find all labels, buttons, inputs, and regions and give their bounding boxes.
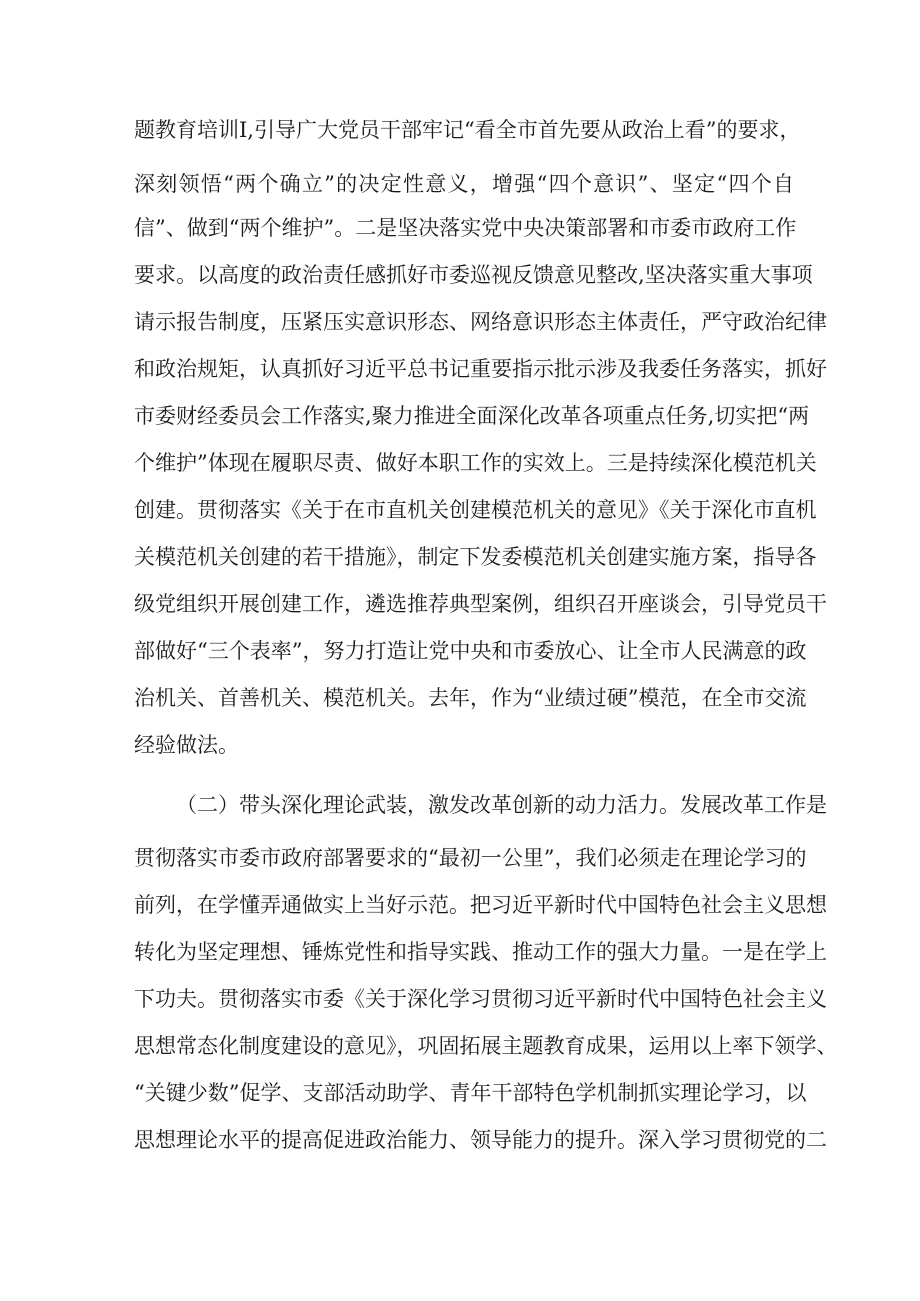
text-line: 关模范机关创建的若干措施》，制定下发委模范机关创建实施方案，指导各 xyxy=(134,545,817,569)
text-line: 经验做法。 xyxy=(134,733,239,757)
text-line: 级党组织开展创建工作，遴选推荐典型案例，组织召开座谈会，引导党员干 xyxy=(134,592,827,616)
text-line: 深刻领悟“两个确立”的决定性意义，增强“四个意识”、坚定“四个自 xyxy=(134,172,794,196)
text-line: 个维护”体现在履职尽责、做好本职工作的实效上。三是持续深化模范机关 xyxy=(134,451,817,475)
text-line: 题教育培训I,引导广大党员干部牢记“看全市首先要从政治上看”的要求， xyxy=(134,118,801,142)
text-line: 贯彻落实市委市政府部署要求的“最初一公里”，我们必须走在理论学习的 xyxy=(134,846,807,870)
paragraph-heading-line: （二）带头深化理论武装，激发改革创新的动力活力。发展改革工作是 xyxy=(176,793,827,817)
text-line: 思想常态化制度建设的意见》，巩固拓展主题教育成果，运用以上率下领学、 xyxy=(134,1034,838,1058)
text-line: 创建。贯彻落实《关于在市直机关创建模范机关的意见》《关于深化市直机 xyxy=(134,498,817,522)
text-line: 治机关、首善机关、模范机关。去年，作为“业绩过硬”模范，在全市交流 xyxy=(134,686,807,710)
text-line: 信”、做到“两个维护”。二是坚决落实党中央决策部署和市委市政府工作 xyxy=(134,216,797,240)
text-line: 市委财经委员会工作落实,聚力推进全面深化改革各项重点任务,切实把“两 xyxy=(134,404,810,428)
text-line: 部做好“三个表率”，努力打造让党中央和市委放心、让全市人民满意的政 xyxy=(134,639,807,663)
text-line: 思想理论水平的提高促进政治能力、领导能力的提升。深入学习贯彻党的二 xyxy=(134,1128,827,1152)
text-line: “关键少数”促学、支部活动助学、青年干部特色学机制抓实理论学习，以 xyxy=(134,1081,807,1105)
text-line: 转化为坚定理想、锤炼党性和指导实践、推动工作的强大力量。一是在学上 xyxy=(134,940,827,964)
text-line: 下功夫。贯彻落实市委《关于深化学习贯彻习近平新时代中国特色社会主义 xyxy=(134,987,827,1011)
text-line: 和政治规矩，认真抓好习近平总书记重要指示批示涉及我委任务落实，抓好 xyxy=(134,357,827,381)
text-line: 前列，在学懂弄通做实上当好示范。把习近平新时代中国特色社会主义思想 xyxy=(134,893,827,917)
text-line: 请示报告制度，压紧压实意识形态、网络意识形态主体责任，严守政治纪律 xyxy=(134,310,827,334)
text-line: 要求。以高度的政治责任感抓好市委巡视反馈意见整改,坚决落实重大事项 xyxy=(134,263,813,287)
